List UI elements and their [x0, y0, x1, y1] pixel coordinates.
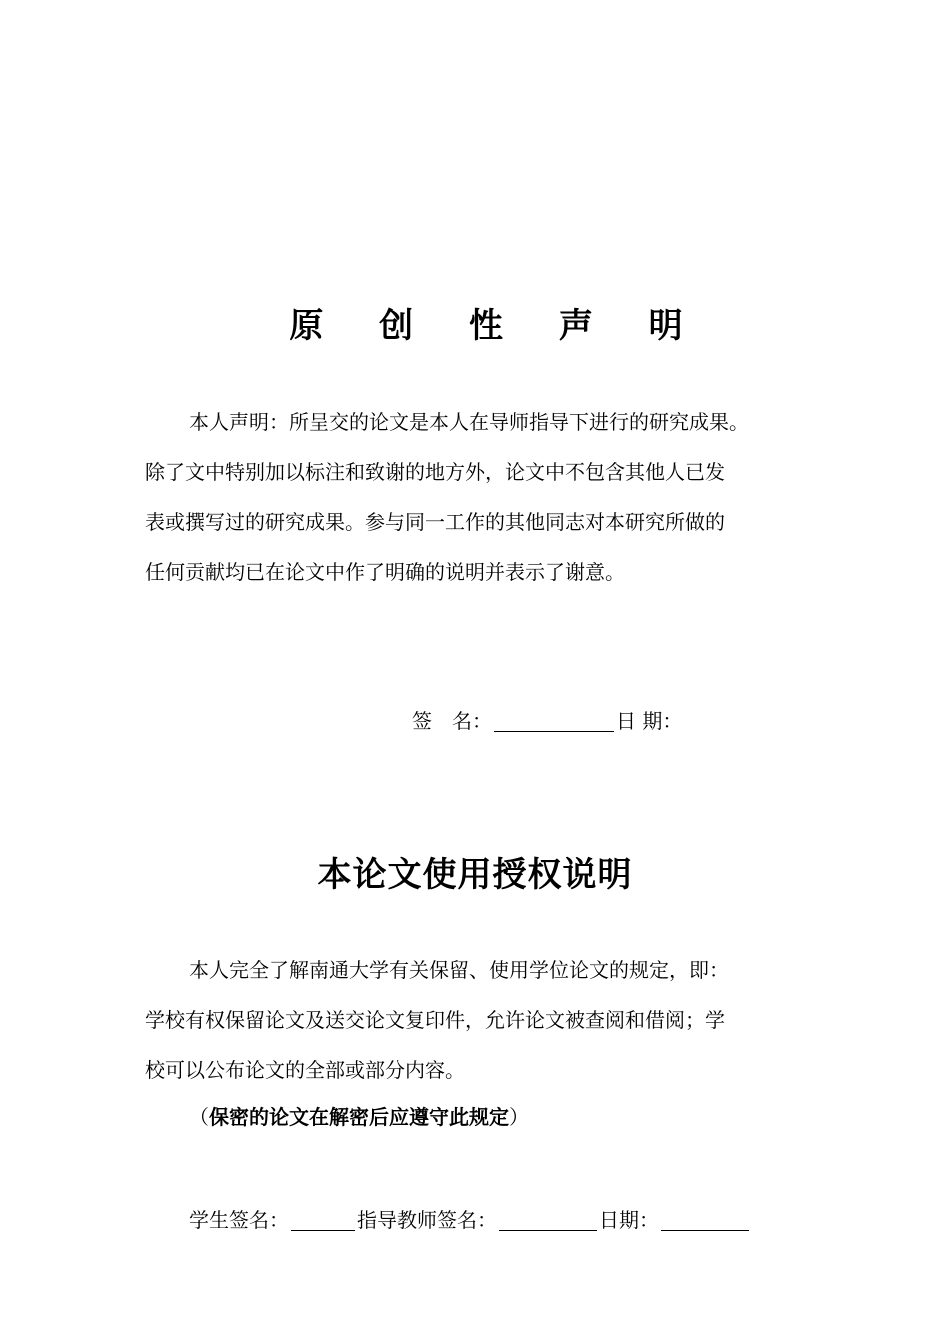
note-open-paren: （ [189, 1105, 209, 1129]
signature-blank[interactable] [494, 709, 614, 732]
authorization-line-3: 校可以公布论文的全部或部分内容。 [145, 1058, 465, 1082]
signature-label: 签 名： [412, 709, 492, 733]
student-signature-label: 学生签名： [189, 1208, 289, 1232]
authorization-signature-row [189, 1205, 751, 1235]
advisor-signature-blank[interactable] [499, 1208, 597, 1231]
student-signature-blank[interactable] [291, 1208, 355, 1231]
note-text: 保密的论文在解密后应遵守此规定 [209, 1105, 509, 1129]
statement-line-3: 表或撰写过的研究成果。参与同一工作的其他同志对本研究所做的 [145, 510, 725, 534]
originality-title: 原 创 性 声 明 [289, 306, 705, 346]
statement-line-4: 任何贡献均已在论文中作了明确的说明并表示了谢意。 [145, 560, 625, 584]
confidentiality-note [189, 1102, 529, 1132]
originality-signature-row [412, 706, 682, 736]
date-label: 日 期： [616, 709, 683, 733]
advisor-signature-label: 指导教师签名： [357, 1208, 497, 1232]
authorization-line-2: 学校有权保留论文及送交论文复印件，允许论文被查阅和借阅；学 [145, 1008, 725, 1032]
authorization-date-blank[interactable] [661, 1208, 749, 1231]
originality-statement [145, 397, 825, 597]
authorization-statement [145, 945, 825, 1095]
authorization-date-label: 日期： [599, 1208, 659, 1232]
note-close-paren: ） [509, 1105, 529, 1129]
authorization-line-1: 本人完全了解南通大学有关保留、使用学位论文的规定，即： [189, 958, 729, 982]
authorization-title: 本论文使用授权说明 [317, 855, 633, 895]
statement-line-1: 本人声明：所呈交的论文是本人在导师指导下进行的研究成果。 [189, 410, 749, 434]
statement-line-2: 除了文中特别加以标注和致谢的地方外，论文中不包含其他人已发 [145, 460, 725, 484]
